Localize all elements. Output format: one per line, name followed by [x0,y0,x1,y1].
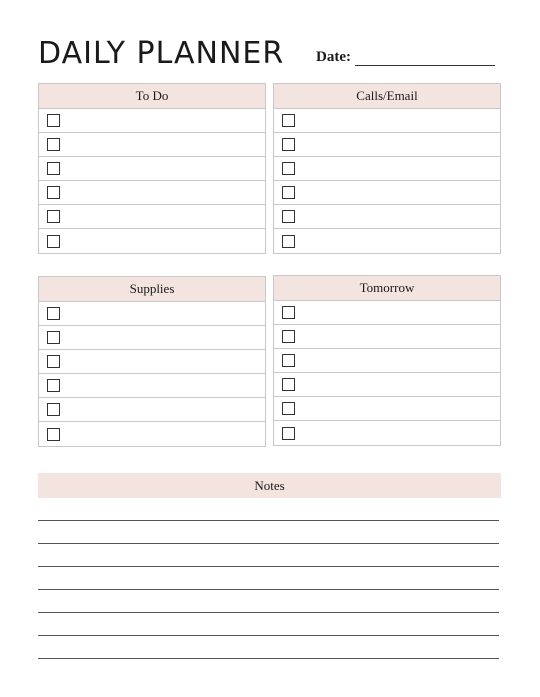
supplies-item-row[interactable] [39,326,265,350]
checkbox[interactable] [282,402,295,415]
date-label: Date: [316,49,351,65]
page-title: DAILY PLANNER [38,36,285,71]
calls-item-row[interactable] [274,229,500,253]
calls-item-row[interactable] [274,205,500,229]
checkbox[interactable] [47,162,60,175]
tomorrow-item-row[interactable] [274,301,500,325]
checkbox[interactable] [47,307,60,320]
todo-section [38,83,266,254]
todo-item-row[interactable] [39,157,265,181]
calls-email-section-title: Calls/Email [274,84,500,109]
notes-line[interactable] [38,589,499,590]
calls-item-row[interactable] [274,109,500,133]
supplies-section [38,276,266,447]
tomorrow-item-row[interactable] [274,397,500,421]
notes-section-title: Notes [38,473,501,498]
checkbox[interactable] [282,235,295,248]
notes-line[interactable] [38,520,499,521]
checkbox[interactable] [47,428,60,441]
checkbox[interactable] [47,331,60,344]
supplies-section-title: Supplies [39,277,265,302]
tomorrow-item-row[interactable] [274,325,500,349]
checkbox[interactable] [47,379,60,392]
notes-line[interactable] [38,635,499,636]
calls-item-row[interactable] [274,133,500,157]
checkbox[interactable] [282,378,295,391]
checkbox[interactable] [47,403,60,416]
todo-item-row[interactable] [39,205,265,229]
todo-item-row[interactable] [39,133,265,157]
tomorrow-item-row[interactable] [274,373,500,397]
tomorrow-section [273,275,501,446]
notes-line[interactable] [38,566,499,567]
checkbox[interactable] [282,330,295,343]
tomorrow-item-row[interactable] [274,349,500,373]
todo-section-title: To Do [39,84,265,109]
date-field [316,48,495,66]
checkbox[interactable] [47,210,60,223]
notes-line[interactable] [38,612,499,613]
checkbox[interactable] [282,138,295,151]
checkbox[interactable] [282,354,295,367]
todo-item-row[interactable] [39,181,265,205]
checkbox[interactable] [282,114,295,127]
checkbox[interactable] [47,235,60,248]
calls-item-row[interactable] [274,157,500,181]
checkbox[interactable] [47,186,60,199]
todo-item-row[interactable] [39,229,265,253]
checkbox[interactable] [47,114,60,127]
tomorrow-item-row[interactable] [274,421,500,445]
checkbox[interactable] [282,186,295,199]
date-input-line[interactable] [355,49,495,66]
supplies-item-row[interactable] [39,374,265,398]
calls-item-row[interactable] [274,181,500,205]
checkbox[interactable] [47,355,60,368]
checkbox[interactable] [282,162,295,175]
tomorrow-section-title: Tomorrow [274,276,500,301]
todo-item-row[interactable] [39,109,265,133]
checkbox[interactable] [282,427,295,440]
supplies-item-row[interactable] [39,422,265,446]
supplies-item-row[interactable] [39,398,265,422]
supplies-item-row[interactable] [39,302,265,326]
checkbox[interactable] [282,306,295,319]
checkbox[interactable] [282,210,295,223]
notes-line[interactable] [38,543,499,544]
supplies-item-row[interactable] [39,350,265,374]
calls-email-section [273,83,501,254]
checkbox[interactable] [47,138,60,151]
notes-line[interactable] [38,658,499,659]
